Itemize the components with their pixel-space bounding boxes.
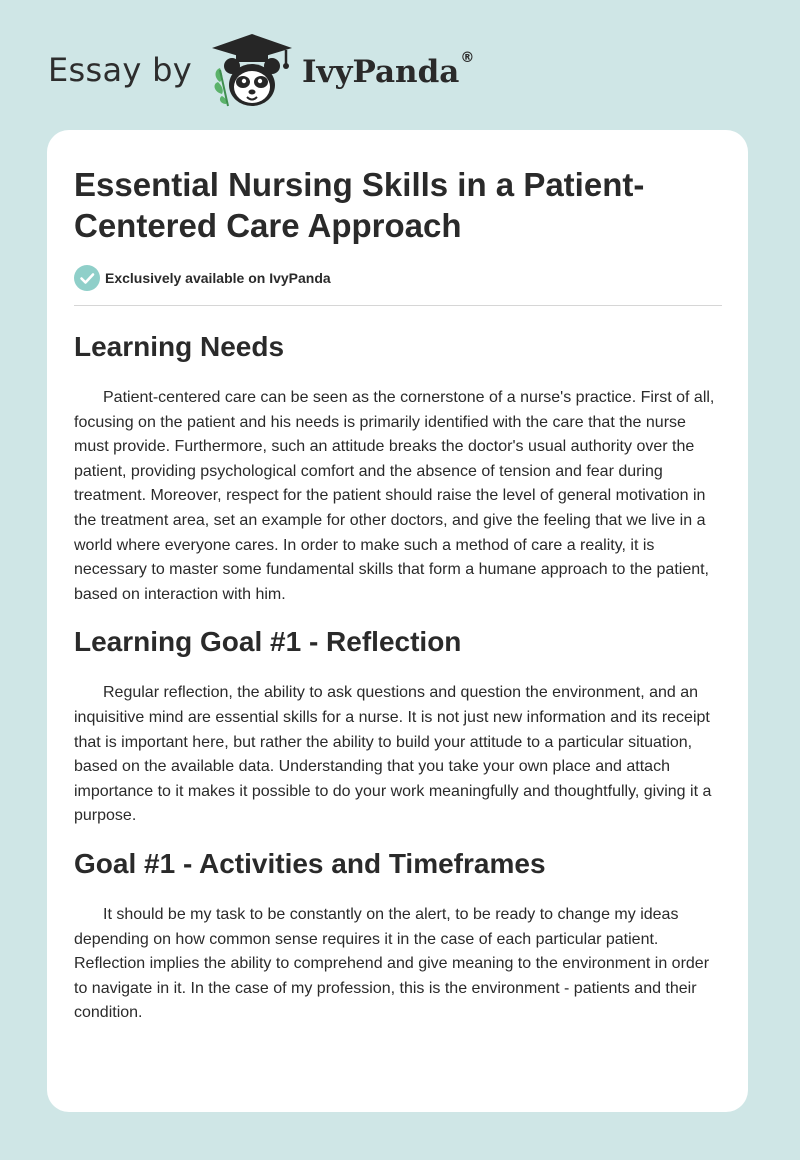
brand-header[interactable] [48,30,474,110]
essay-by-label: Essay by [48,51,192,89]
section-paragraph: Regular reflection, the ability to ask questions and question the environment, and an inquisitive mind are essential skills for a nurse. It is not just new information and its receipt that is important here, but rather the ability to build your attitude to a particular situation, based on the available data. Understanding that you take your own place and attach importance to it makes it possible to do your work meaningfully and thoughtfully, giving it a purpose. [74,684,712,825]
section-paragraph: It should be my task to be constantly on the alert, to be ready to change my ideas depending on how common sense requires it in the case of each particular patient. Reflection implies the ability to comprehend and give meaning to the environment in order to navigate in it. In the case of my profession, this is the environment - patients and their condition. [74,905,710,1022]
ivypanda-wordmark: IvyPanda [301,54,460,90]
exclusive-badge [74,265,722,306]
section-heading: Learning Needs [74,331,285,362]
essay-card [47,130,748,1112]
section-paragraph: Patient-centered care can be seen as the cornerstone of a nurse's practice. First of all, focusing on the patient and his needs is primarily identified with the care that the nurse must provide. Furthermore, such an attitude breaks the doctor's usual authority over the patient, providing psychological comfort and the absence of tension and fear during treatment. Moreover, respect for the patient should raise the level of general motivation in the treatment area, set an example for other doctors, and give the feeling that we live in a world where everyone cares. In order to make such a method of care a reality, it is necessary to master some fundamental skills that form a humane approach to the patient, based on interaction with him. [74,389,715,603]
panda-graduate-logo-icon [206,30,298,110]
check-circle-icon [74,265,100,291]
essay-title: Essential Nursing Skills in a Patient-Centered Care Approach [74,166,645,244]
exclusive-label: Exclusively available on IvyPanda [105,270,331,286]
section-heading: Learning Goal #1 - Reflection [74,626,462,658]
registered-mark: ® [460,50,475,66]
section-heading: Goal #1 - Activities and Timeframes [74,847,546,879]
